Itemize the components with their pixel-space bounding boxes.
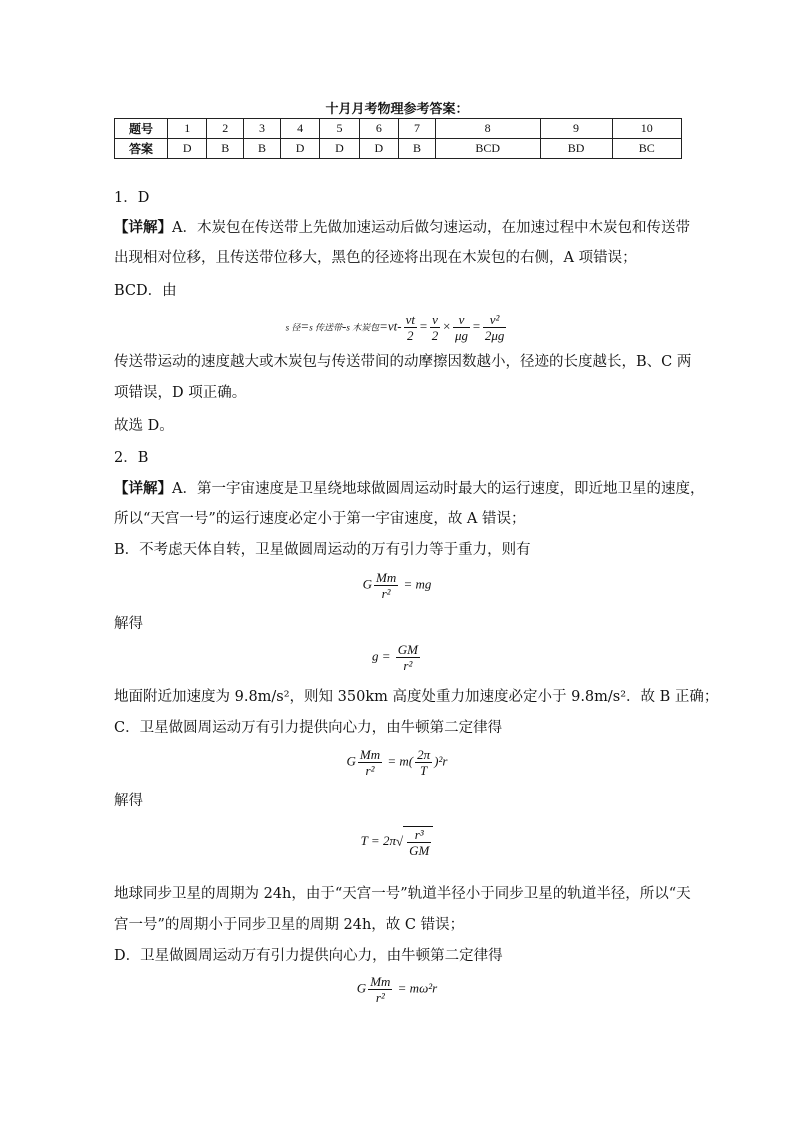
answer-table [114,118,682,159]
table-cell: 1 [168,119,207,139]
table-cell: 2 [207,119,244,139]
jiede-2: 解得 [114,793,143,809]
formula-3: G $\frac{Mm}{\text{r²}}$ = m( $\frac{2\pi}{T}$ )²r [346,747,448,778]
page-title: 十月月考物理参考答案： [325,102,469,117]
q2-b-after: 地面附近加速度为 9.8m/s²，则知 350km 高度处重力加速度必定小于 9.8m/s²．故 B 正确； [114,689,719,705]
q1-heading: 1．D [114,190,150,206]
formula-1: G $\frac{Mm}{\text{r²}}$ = mg [362,570,432,601]
table-cell: BD [540,139,612,159]
table-cell: D [168,139,207,159]
q2-detail-line-1 [114,479,704,499]
table-cell: 9 [540,119,612,139]
table-cell: BC [612,139,681,159]
jiede-1: 解得 [114,616,143,632]
table-cell: BCD [435,139,540,159]
table-row-answers [115,139,682,159]
q2-heading: 2．B [114,450,149,466]
q2-c-after-line-2: 宫一号”的周期小于同步卫星的周期 24h，故 C 错误； [114,917,465,933]
table-cell: B [399,139,436,159]
table-cell: 5 [320,119,359,139]
q1-conclusion: 故选 D。 [114,418,174,434]
formula-4: T = 2π√ $\frac{\text{r³}}{GM}$ [0,826,794,858]
table-cell: B [244,139,281,159]
q1-detail-line-2: 出现相对位移，且传送带位移大，黑色的径迹将出现在木炭包的右侧，A 项错误； [114,250,637,266]
q1-formula: s 径=s 传送带-s 木炭包=vt- $\frac{vt}{2}$ = $\frac{v}{2}$ × $\frac{v}{\mu g}$ = $\frac{\text{v²}}{2\mu g}$ [285,312,505,343]
q2-c-after-line-1: 地球同步卫星的周期为 24h，由于“天宫一号”轨道半径小于同步卫星的轨道半径，所以“天 [114,886,691,902]
table-cell: D [280,139,319,159]
row-header-answer: 答案 [115,139,168,159]
q1-after-line-1: 传送带运动的速度越大或木炭包与传送带间的动摩擦因数越小，径迹的长度越长，B、C 两 [114,354,692,370]
table-cell: D [320,139,359,159]
table-cell: 4 [280,119,319,139]
detail-tag: 【详解】 [114,480,172,497]
q2-detail-line-2: 所以“天宫一号”的运行速度必定小于第一宇宙速度，故 A 错误； [114,511,526,527]
table-cell: 3 [244,119,281,139]
q1-bcd: BCD．由 [114,283,177,299]
formula-5: G $\frac{Mm}{\text{r²}}$ = mω²r [356,974,438,1005]
q2-detail-text: A．第一宇宙速度是卫星绕地球做圆周运动时最大的运行速度，即近地卫星的速度， [172,481,705,497]
row-header-number: 题号 [115,119,168,139]
table-cell: 8 [435,119,540,139]
q2-c: C．卫星做圆周运动万有引力提供向心力，由牛顿第二定律得 [114,720,503,736]
table-cell: D [359,139,398,159]
formula-2: g = $\frac{GM}{\text{r²}}$ [372,642,418,673]
q2-d: D．卫星做圆周运动万有引力提供向心力，由牛顿第二定律得 [114,948,503,964]
table-row-numbers [115,119,682,139]
table-cell: B [207,139,244,159]
table-cell: 6 [359,119,398,139]
q1-detail-line-1 [114,218,690,238]
detail-tag: 【详解】 [114,219,172,236]
table-cell: 7 [399,119,436,139]
table-cell: 10 [612,119,681,139]
q1-detail-text: A．木炭包在传送带上先做加速运动后做匀速运动，在加速过程中木炭包和传送带 [172,220,690,236]
q1-after-line-2: 项错误，D 项正确。 [114,385,247,401]
q2-b: B．不考虑天体自转，卫星做圆周运动的万有引力等于重力，则有 [114,542,531,558]
